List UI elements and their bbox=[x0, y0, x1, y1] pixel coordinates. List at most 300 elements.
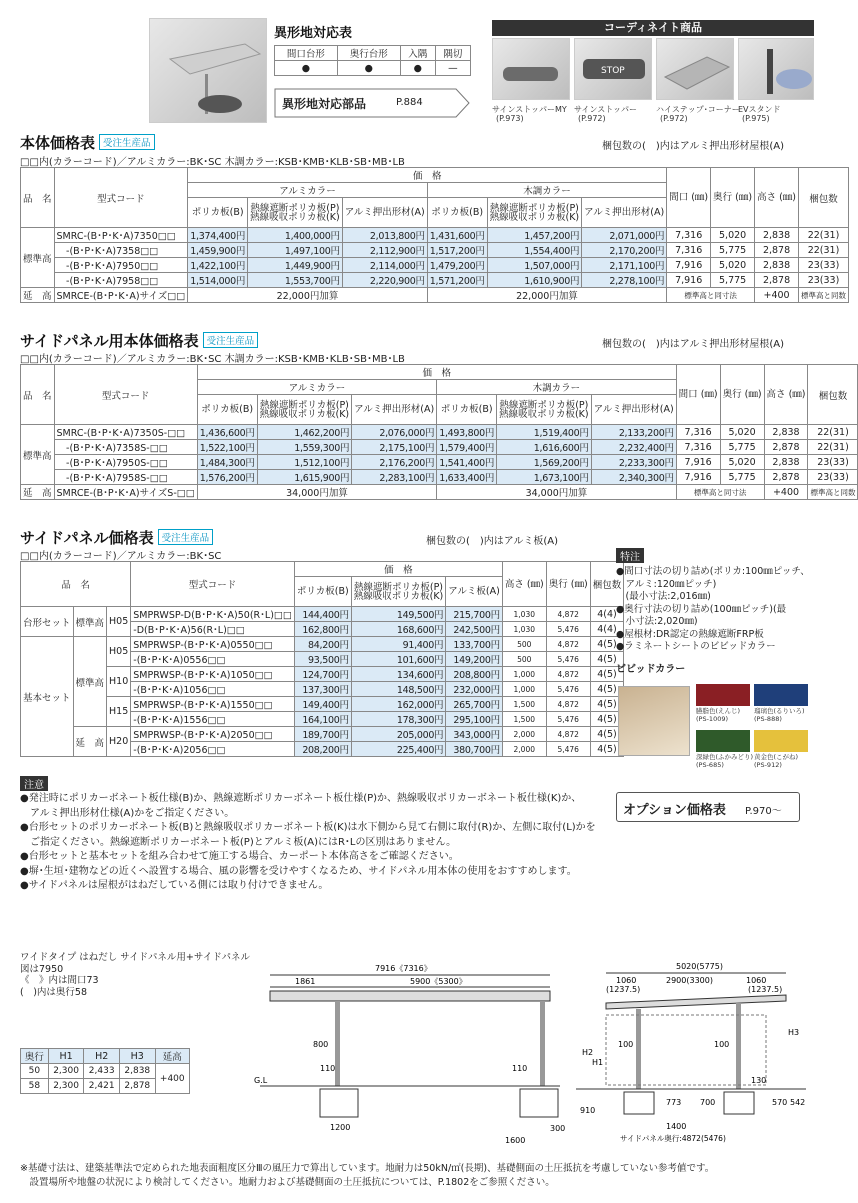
parts-page: P.884 bbox=[396, 97, 423, 108]
col-heat: 熱線遮断ポリカ板(P) 熱線吸収ポリカ板(K) bbox=[257, 395, 352, 425]
height-class: 延 高 bbox=[73, 727, 107, 757]
dim-side-1: 1060 bbox=[616, 976, 637, 985]
coord-item-page: (P.975) bbox=[742, 114, 770, 123]
price-cell: 380,700円 bbox=[446, 742, 503, 757]
pack-cell: 22(31) bbox=[799, 243, 849, 258]
price-cell: 1,400,000円 bbox=[248, 228, 343, 243]
depth-cell: 5,476 bbox=[546, 652, 590, 667]
coord-item-name: ハイステップ･コーナー bbox=[656, 105, 740, 114]
ext-price-alumi: 22,000円加算 bbox=[188, 288, 427, 303]
table-row bbox=[21, 243, 849, 258]
height-header: H2 bbox=[84, 1049, 120, 1064]
dim-side-4: (1237.5) bbox=[606, 985, 641, 994]
table-row bbox=[21, 228, 849, 243]
note-item: ●塀･生垣･建物などの近くへ設置する場合、風の影響を受けやすくなるため、サイドパネル用本体の使用をおすすめします。 bbox=[20, 865, 577, 877]
ext-same: 標準高と同寸法 bbox=[667, 288, 755, 303]
col-pack: 梱包数 bbox=[808, 365, 858, 425]
color-swatch bbox=[754, 730, 808, 772]
price-cell: 2,071,000円 bbox=[582, 228, 667, 243]
col-poly: ポリカ板(B) bbox=[197, 395, 257, 425]
col-code: 型式コード bbox=[131, 562, 295, 607]
height-header: 延高 bbox=[155, 1049, 189, 1064]
height-cell: 2,838 bbox=[755, 258, 799, 273]
price-cell: 2,232,400円 bbox=[591, 440, 676, 455]
col-name: 品 名 bbox=[21, 168, 55, 228]
depth-cell: 4,872 bbox=[546, 637, 590, 652]
model-code: SMPRWSP-(B･P･K･A)1050□□ bbox=[131, 667, 295, 682]
height-code: H10 bbox=[107, 667, 131, 697]
footer-line: ※基礎寸法は、建築基準法で定められた地表面粗度区分Ⅲの風圧力で算出しています。地耐力は50kN/㎡(長期)、基礎側面の土圧抵抗を考慮していない参考値です。 bbox=[20, 1163, 715, 1174]
footer-line: 設置場所や地盤の状況により検討してください。地耐力および基礎側面の土圧抵抗については、P.1802をご参照ください。 bbox=[20, 1177, 555, 1188]
t3-title-text: サイドパネル価格表 bbox=[20, 529, 154, 547]
t1-subtitle: □□内(カラーコード)／アルミカラー:BK･SC 木調カラー:KSB･KMB･KLB･SB･MB･LB bbox=[20, 157, 405, 168]
h2-label: H2 bbox=[582, 1048, 594, 1057]
coord-item-page: (P.973) bbox=[496, 114, 524, 123]
price-cell: 178,300円 bbox=[351, 712, 446, 727]
price-cell: 232,000円 bbox=[446, 682, 503, 697]
feature-item: ●ラミネートシートのビビッドカラー bbox=[616, 641, 776, 652]
ext-row bbox=[21, 485, 858, 500]
col-heat: 熱線遮断ポリカ板(P) 熱線吸収ポリカ板(K) bbox=[248, 198, 343, 228]
h1-label: H1 bbox=[592, 1058, 604, 1067]
model-code: -(B･P･K･A)7958□□ bbox=[54, 273, 188, 288]
height-cell: 2,878 bbox=[764, 440, 808, 455]
col-okuyuki: 奥行 (㎜) bbox=[546, 562, 590, 607]
price-cell: 1,576,200円 bbox=[197, 470, 257, 485]
height-cell: 2,838 bbox=[764, 455, 808, 470]
table-row bbox=[21, 455, 858, 470]
price-cell: 205,000円 bbox=[351, 727, 446, 742]
pack-cell: 4(5) bbox=[590, 652, 624, 667]
height-header: H1 bbox=[48, 1049, 84, 1064]
width-cell: 7,916 bbox=[667, 258, 711, 273]
table-row bbox=[21, 258, 849, 273]
dim-110a: 110 bbox=[320, 1064, 336, 1073]
depth-cell: 5,775 bbox=[711, 273, 755, 288]
ext-height: +400 bbox=[755, 288, 799, 303]
depth-cell: 5,020 bbox=[711, 228, 755, 243]
col-alumi: アルミカラー bbox=[188, 183, 427, 198]
pack-cell: 4(4) bbox=[590, 607, 624, 622]
price-cell: 1,514,000円 bbox=[188, 273, 248, 288]
price-cell: 91,400円 bbox=[351, 637, 446, 652]
price-cell: 1,541,400円 bbox=[437, 455, 497, 470]
t1-table bbox=[20, 167, 849, 303]
depth-cell: 5,476 bbox=[546, 712, 590, 727]
dim-side-2: 2900(3300) bbox=[666, 976, 713, 985]
price-cell: 137,300円 bbox=[294, 682, 351, 697]
height-cell: 2,000 bbox=[502, 742, 546, 757]
price-cell: 2,112,900円 bbox=[342, 243, 427, 258]
price-cell: 84,200円 bbox=[294, 637, 351, 652]
swatch-code: (PS-1009) bbox=[696, 715, 729, 723]
col-height: 高さ (㎜) bbox=[502, 562, 546, 607]
dim-side-3: 1060 bbox=[746, 976, 767, 985]
depth-cell: 5,020 bbox=[720, 425, 764, 440]
height-cell: 2,878 bbox=[764, 470, 808, 485]
price-cell: 2,340,300円 bbox=[591, 470, 676, 485]
price-cell: 265,700円 bbox=[446, 697, 503, 712]
t3-table bbox=[20, 561, 624, 757]
col-code: 型式コード bbox=[54, 365, 197, 425]
col-name: 品 名 bbox=[21, 365, 55, 425]
price-cell: 1,431,600円 bbox=[427, 228, 487, 243]
height-cell: 500 bbox=[502, 652, 546, 667]
col-height: 高さ (㎜) bbox=[755, 168, 799, 228]
group-label: 標準高 bbox=[21, 228, 55, 288]
pack-cell: 4(5) bbox=[590, 667, 624, 682]
ext-row bbox=[21, 288, 849, 303]
caption-line: ワイドタイプ はねだし サイドパネル用+サイドパネル bbox=[20, 952, 251, 963]
pack-cell: 4(4) bbox=[590, 622, 624, 637]
col-code: 型式コード bbox=[54, 168, 188, 228]
ext-pack: 標準高と同数 bbox=[799, 288, 849, 303]
model-code: SMRCE-(B･P･K･A)サイズS-□□ bbox=[54, 485, 197, 500]
ext-label: 延 高 bbox=[21, 485, 55, 500]
vivid-title: ビビッドカラー bbox=[616, 663, 686, 675]
note-item: アルミ押出形材仕様(A)かをご指定ください。 bbox=[20, 807, 235, 819]
height-class: 標準高 bbox=[73, 637, 107, 727]
model-code: -(B･P･K･A)7958S-□□ bbox=[54, 470, 197, 485]
irregular-table bbox=[274, 22, 472, 76]
table-row bbox=[21, 667, 624, 682]
model-code: SMPRWSP-(B･P･K･A)1550□□ bbox=[131, 697, 295, 712]
height-cell: 2,838 bbox=[119, 1064, 155, 1079]
model-code: -(B･P･K･A)7950□□ bbox=[54, 258, 188, 273]
price-cell: 1,522,100円 bbox=[197, 440, 257, 455]
swatch-name: 黄金色(こがね) bbox=[754, 753, 799, 761]
t3-subtitle: □□内(カラーコード)／アルミカラー:BK･SC bbox=[20, 551, 222, 562]
depth-cell: 4,872 bbox=[546, 697, 590, 712]
depth-cell: 5,476 bbox=[546, 682, 590, 697]
price-cell: 1,497,100円 bbox=[248, 243, 343, 258]
height-table bbox=[20, 1048, 190, 1094]
height-code: H15 bbox=[107, 697, 131, 727]
height-cell: 2,878 bbox=[755, 243, 799, 258]
parts-link[interactable] bbox=[274, 88, 470, 118]
sign-stopper-my-photo bbox=[492, 38, 570, 100]
ext-price-alumi: 34,000円加算 bbox=[197, 485, 436, 500]
price-cell: 2,233,300円 bbox=[591, 455, 676, 470]
col-price: 価 格 bbox=[197, 365, 676, 380]
col-poly: ポリカ板(B) bbox=[294, 577, 351, 607]
option-link[interactable] bbox=[616, 792, 800, 822]
features-title: 特注 bbox=[616, 548, 644, 563]
ext-pack: 標準高と同数 bbox=[808, 485, 858, 500]
feature-item: ●間口寸法の切り詰め(ポリカ:100㎜ピッチ、 bbox=[616, 566, 810, 577]
swatch-chip bbox=[754, 684, 808, 706]
swatch-chip bbox=[754, 730, 808, 752]
price-cell: 1,571,200円 bbox=[427, 273, 487, 288]
price-cell: 1,673,100円 bbox=[497, 470, 592, 485]
model-code: -(B･P･K･A)2056□□ bbox=[131, 742, 295, 757]
height-code: H05 bbox=[107, 637, 131, 667]
price-cell: 1,436,600円 bbox=[197, 425, 257, 440]
depth-cell: 5,775 bbox=[711, 243, 755, 258]
table-row bbox=[21, 440, 858, 455]
height-code: H05 bbox=[107, 607, 131, 637]
t1-title bbox=[20, 132, 155, 153]
dim-300: 300 bbox=[550, 1124, 566, 1133]
height-cell: 2,838 bbox=[764, 425, 808, 440]
irregular-header: 奥行台形 bbox=[337, 46, 400, 61]
price-cell: 144,400円 bbox=[294, 607, 351, 622]
drawing-caption bbox=[20, 952, 250, 998]
swatch-chip bbox=[696, 730, 750, 752]
price-cell: 2,278,100円 bbox=[582, 273, 667, 288]
set-label: 台形セット bbox=[21, 607, 74, 637]
price-cell: 162,000円 bbox=[351, 697, 446, 712]
coord-item-page: (P.972) bbox=[660, 114, 688, 123]
col-pack: 梱包数 bbox=[799, 168, 849, 228]
price-cell: 1,615,900円 bbox=[257, 470, 352, 485]
dim-top-0: 7916《7316》 bbox=[375, 964, 432, 973]
price-cell: 242,500円 bbox=[446, 622, 503, 637]
dim-top-1: 1861 bbox=[295, 977, 316, 986]
t2-subtitle: □□内(カラーコード)／アルミカラー:BK･SC 木調カラー:KSB･KMB･KLB･SB･MB･LB bbox=[20, 354, 405, 365]
dim-100a: 100 bbox=[618, 1040, 634, 1049]
depth-cell: 5,020 bbox=[711, 258, 755, 273]
price-cell: 168,600円 bbox=[351, 622, 446, 637]
model-code: -(B･P･K･A)7358S-□□ bbox=[54, 440, 197, 455]
height-class: 標準高 bbox=[73, 607, 107, 637]
price-cell: 1,457,200円 bbox=[487, 228, 582, 243]
model-code: -(B･P･K･A)0556□□ bbox=[131, 652, 295, 667]
depth-cell: 5,476 bbox=[546, 622, 590, 637]
pack-cell: 4(5) bbox=[590, 742, 624, 757]
ev-stand-photo bbox=[738, 38, 814, 100]
swatch-name: 臙脂色(えんじ) bbox=[696, 707, 741, 715]
t1-badge: 受注生産品 bbox=[99, 134, 155, 150]
price-cell: 2,283,100円 bbox=[352, 470, 437, 485]
irregular-mark: ● bbox=[400, 61, 435, 76]
model-code: -(B･P･K･A)7358□□ bbox=[54, 243, 188, 258]
gl-label: G.L bbox=[254, 1076, 268, 1085]
height-cell: 1,030 bbox=[502, 607, 546, 622]
dim-top-2: 5900《5300》 bbox=[410, 977, 467, 986]
height-cell: 2,433 bbox=[84, 1064, 120, 1079]
price-cell: 225,400円 bbox=[351, 742, 446, 757]
swatch-code: (PS-888) bbox=[754, 715, 782, 723]
col-poly: ポリカ板(B) bbox=[437, 395, 497, 425]
t2-pack-note: 梱包数の( )内はアルミ押出形材屋根(A) bbox=[602, 339, 785, 350]
price-cell: 1,493,800円 bbox=[437, 425, 497, 440]
height-cell: 500 bbox=[502, 637, 546, 652]
t3-pack-note: 梱包数の( )内はアルミ板(A) bbox=[426, 536, 559, 547]
t2-table bbox=[20, 364, 858, 500]
pack-cell: 22(31) bbox=[808, 440, 858, 455]
front-elevation-drawing bbox=[250, 955, 570, 1155]
width-cell: 7,316 bbox=[676, 425, 720, 440]
swatch-code: (PS-685) bbox=[696, 761, 724, 769]
model-code: -(B･P･K･A)7950S-□□ bbox=[54, 455, 197, 470]
depth-cell: 5,476 bbox=[546, 742, 590, 757]
irregular-header: 隅切 bbox=[435, 46, 470, 61]
price-cell: 93,500円 bbox=[294, 652, 351, 667]
dim-1600: 1600 bbox=[505, 1136, 526, 1145]
pack-cell: 4(5) bbox=[590, 712, 624, 727]
dim-800: 800 bbox=[313, 1040, 329, 1049]
col-al: アルミ板(A) bbox=[446, 577, 503, 607]
depth-cell: 5,775 bbox=[720, 440, 764, 455]
price-cell: 1,519,400円 bbox=[497, 425, 592, 440]
caption-line: ( )内は奥行58 bbox=[20, 986, 88, 998]
panel-depth: サイドパネル奥行:4872(5476) bbox=[620, 1134, 726, 1143]
option-label: オプション価格表 bbox=[623, 803, 726, 818]
pack-cell: 4(5) bbox=[590, 727, 624, 742]
depth-cell: 5,775 bbox=[720, 470, 764, 485]
t2-title-text: サイドパネル用本体価格表 bbox=[20, 332, 199, 350]
table-row bbox=[21, 697, 624, 712]
price-cell: 149,200円 bbox=[446, 652, 503, 667]
color-swatch bbox=[696, 684, 750, 726]
pack-cell: 22(31) bbox=[799, 228, 849, 243]
col-poly: ポリカ板(B) bbox=[427, 198, 487, 228]
table-row bbox=[21, 607, 624, 622]
col-height: 高さ (㎜) bbox=[764, 365, 808, 425]
height-cell: 50 bbox=[21, 1064, 49, 1079]
price-cell: 2,013,800円 bbox=[342, 228, 427, 243]
note-item: ご指定ください。熱線遮断ポリカーボネート板(P)とアルミ板(A)にはR･Lの区別はありません。 bbox=[20, 836, 457, 848]
col-alroof: アルミ押出形材(A) bbox=[352, 395, 437, 425]
ext-height: +400 bbox=[764, 485, 808, 500]
depth-cell: 4,872 bbox=[546, 727, 590, 742]
coord-item-name: サインストッパー bbox=[574, 105, 637, 114]
price-cell: 295,100円 bbox=[446, 712, 503, 727]
col-okuyuki: 奥行 (㎜) bbox=[711, 168, 755, 228]
irregular-header: 間口台形 bbox=[275, 46, 338, 61]
price-cell: 208,200円 bbox=[294, 742, 351, 757]
price-cell: 1,616,600円 bbox=[497, 440, 592, 455]
dim-700: 700 bbox=[700, 1098, 716, 1107]
depth-cell: 5,020 bbox=[720, 455, 764, 470]
height-cell: 1,000 bbox=[502, 667, 546, 682]
height-cell: 1,500 bbox=[502, 712, 546, 727]
price-cell: 2,176,200円 bbox=[352, 455, 437, 470]
note-item: ●発注時にポリカーボネート板仕様(B)か、熱線遮断ポリカーボネート板仕様(P)か、熱線吸収ポリカーボネート板仕様(K)か、 bbox=[20, 793, 582, 804]
stop-text: STOP bbox=[601, 66, 625, 76]
height-cell: 2,421 bbox=[84, 1079, 120, 1094]
note-item: ●サイドパネルは屋根がはねだしている側には取り付けできません。 bbox=[20, 880, 329, 891]
price-cell: 1,459,900円 bbox=[188, 243, 248, 258]
col-okuyuki: 奥行 (㎜) bbox=[720, 365, 764, 425]
high-step-photo bbox=[656, 38, 734, 100]
carport-photo bbox=[149, 18, 267, 123]
ext-price-wood: 34,000円加算 bbox=[437, 485, 676, 500]
height-header: H3 bbox=[119, 1049, 155, 1064]
price-cell: 2,220,900円 bbox=[342, 273, 427, 288]
caption-line: 《 》内は間口73 bbox=[20, 975, 99, 986]
price-cell: 1,610,900円 bbox=[487, 273, 582, 288]
notes-title: 注意 bbox=[20, 776, 48, 791]
swatch-name: 瑠璃色(るりいろ) bbox=[754, 707, 805, 715]
t3-badge: 受注生産品 bbox=[158, 529, 214, 545]
footer-notes bbox=[20, 1162, 714, 1190]
width-cell: 7,316 bbox=[667, 243, 711, 258]
col-alumi: アルミカラー bbox=[197, 380, 436, 395]
dim-910: 910 bbox=[580, 1106, 596, 1115]
table-row bbox=[21, 727, 624, 742]
price-cell: 2,133,200円 bbox=[591, 425, 676, 440]
side-elevation-drawing bbox=[576, 955, 816, 1150]
pack-cell: 23(33) bbox=[799, 258, 849, 273]
col-maguchi: 間口 (㎜) bbox=[676, 365, 720, 425]
price-cell: 133,700円 bbox=[446, 637, 503, 652]
model-code: SMPRWSP-D(B･P･K･A)50(R･L)□□ bbox=[131, 607, 295, 622]
t3-title bbox=[20, 527, 213, 548]
ext-cell: +400 bbox=[155, 1064, 189, 1094]
price-cell: 1,422,100円 bbox=[188, 258, 248, 273]
dim-773: 773 bbox=[666, 1098, 682, 1107]
sign-stopper-photo bbox=[574, 38, 652, 100]
color-swatch bbox=[696, 730, 754, 772]
dim-570: 570 bbox=[772, 1098, 788, 1107]
price-cell: 1,554,400円 bbox=[487, 243, 582, 258]
price-cell: 1,559,300円 bbox=[257, 440, 352, 455]
irregular-title: 異形地対応表 bbox=[274, 26, 353, 41]
col-wood: 木調カラー bbox=[427, 183, 666, 198]
dim-side-5: (1237.5) bbox=[748, 985, 783, 994]
height-cell: 1,000 bbox=[502, 682, 546, 697]
pack-cell: 23(33) bbox=[799, 273, 849, 288]
coord-item-name: サインストッパーMY bbox=[492, 105, 567, 114]
pack-cell: 23(33) bbox=[808, 455, 858, 470]
pack-cell: 23(33) bbox=[808, 470, 858, 485]
col-heat: 熱線遮断ポリカ板(P) 熱線吸収ポリカ板(K) bbox=[497, 395, 592, 425]
feature-item: (最小寸法:2,016㎜) bbox=[616, 591, 711, 602]
price-cell: 1,484,300円 bbox=[197, 455, 257, 470]
col-poly: ポリカ板(B) bbox=[188, 198, 248, 228]
price-cell: 189,700円 bbox=[294, 727, 351, 742]
height-cell: 2,838 bbox=[755, 228, 799, 243]
dim-130: 130 bbox=[751, 1076, 767, 1085]
col-pack: 梱包数 bbox=[590, 562, 624, 607]
features-box bbox=[616, 548, 814, 769]
model-code: -(B･P･K･A)1556□□ bbox=[131, 712, 295, 727]
feature-item: アルミ:120㎜ピッチ) bbox=[616, 578, 717, 590]
group-label: 標準高 bbox=[21, 425, 55, 485]
col-name: 品 名 bbox=[21, 562, 131, 607]
col-wood: 木調カラー bbox=[437, 380, 676, 395]
dim-1400: 1400 bbox=[666, 1122, 687, 1131]
swatch-code: (PS-912) bbox=[754, 761, 782, 769]
width-cell: 7,916 bbox=[676, 470, 720, 485]
price-cell: 162,800円 bbox=[294, 622, 351, 637]
irregular-mark: ● bbox=[275, 61, 338, 76]
price-cell: 208,800円 bbox=[446, 667, 503, 682]
ext-price-wood: 22,000円加算 bbox=[427, 288, 666, 303]
price-cell: 1,462,200円 bbox=[257, 425, 352, 440]
pack-cell: 4(5) bbox=[590, 637, 624, 652]
notes-list bbox=[20, 792, 620, 894]
feature-item: ●奥行寸法の切り詰め(100㎜ピッチ)(最 bbox=[616, 603, 787, 615]
feature-item: ●屋根材:DR認定の熱線遮断FRP板 bbox=[616, 628, 764, 640]
col-maguchi: 間口 (㎜) bbox=[667, 168, 711, 228]
price-cell: 149,500円 bbox=[351, 607, 446, 622]
price-cell: 2,171,100円 bbox=[582, 258, 667, 273]
col-alroof: アルミ押出形材(A) bbox=[591, 395, 676, 425]
irregular-header: 入隅 bbox=[400, 46, 435, 61]
dim-100b: 100 bbox=[714, 1040, 730, 1049]
height-cell: 58 bbox=[21, 1079, 49, 1094]
irregular-mark: — bbox=[435, 61, 470, 76]
width-cell: 7,916 bbox=[667, 273, 711, 288]
height-header: 奥行 bbox=[21, 1049, 49, 1064]
height-cell: 2,300 bbox=[48, 1079, 84, 1094]
price-cell: 148,500円 bbox=[351, 682, 446, 697]
dim-1200: 1200 bbox=[330, 1123, 351, 1132]
price-cell: 164,100円 bbox=[294, 712, 351, 727]
